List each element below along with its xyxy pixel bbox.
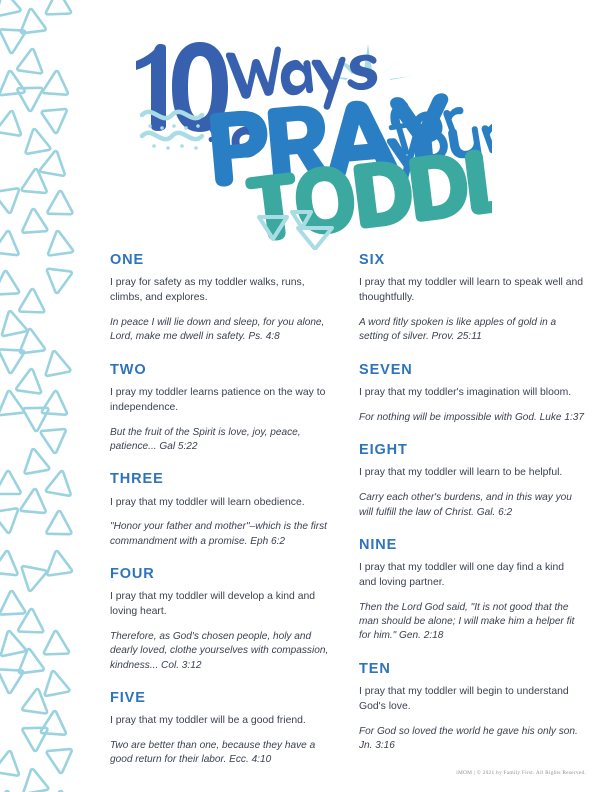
prayer-entry-text: I pray that my toddler will be a good friend. <box>110 715 306 727</box>
prayer-entry-verse: A word fitly spoken is like apples of gold in a setting of silver. Prov. 25:11 <box>359 316 557 343</box>
prayer-entry-number: EIGHT <box>359 442 408 459</box>
page-title <box>120 18 492 250</box>
prayer-entry-verse: But the fruit of the Spirit is love, joy, peace, patience... Gal 5:22 <box>110 426 301 452</box>
prayer-entry-text: I pray that my toddler will begin to understand God's love. <box>359 686 569 712</box>
footer-copyright: iMOM | © 2021 by Family First. All Rights Reserved. <box>456 770 586 776</box>
prayer-entry-number: THREE <box>110 471 164 488</box>
prayer-entry <box>359 252 584 345</box>
prayer-entry-text: I pray for safety as my toddler walks, runs, climbs, and explores. <box>110 277 305 304</box>
prayer-entry-text: I pray that my toddler will develop a kind and loving heart. <box>110 591 316 618</box>
prayer-entry-number: ONE <box>110 252 145 268</box>
prayer-entry-verse: Therefore, as God's chosen people, holy and dearly loved, clothe yourselves with compassion, kindness... Col. 3:12 <box>110 630 329 671</box>
prayer-column-left <box>110 252 335 768</box>
page-header <box>0 0 612 250</box>
prayer-entry-text: I pray that my toddler will learn obedience. <box>110 496 305 508</box>
prayer-entry <box>359 362 584 425</box>
prayer-entry-text: I pray that my toddler will learn to speak well and thoughtfully. <box>359 277 584 304</box>
prayer-entry-number: FIVE <box>110 689 146 706</box>
prayer-entry-verse: Then the Lord God said, "It is not good that the man should be alone; I will make him a helper fit for him." Gen. 2:18 <box>359 601 575 642</box>
prayer-entry-number: SIX <box>359 252 386 268</box>
prayer-entry-number: SEVEN <box>359 361 413 378</box>
prayer-entry <box>110 471 335 549</box>
prayer-entry <box>110 690 335 768</box>
prayer-entry-verse: For God so loved the world he gave his only son. Jn. 3:16 <box>359 725 578 752</box>
prayer-entry <box>110 252 335 345</box>
prayer-entry-verse: In peace I will lie down and sleep, for you alone, Lord, make me dwell in safety. Ps. 4:8 <box>110 316 325 343</box>
prayer-entry-verse: Carry each other's burdens, and in this way you will fulfill the law of Christ. Gal. 6:2 <box>359 492 572 518</box>
prayer-entry <box>359 442 584 520</box>
prayer-entry <box>110 362 335 455</box>
prayer-entry-number: TEN <box>359 660 391 677</box>
prayer-entry-text: I pray that my toddler will one day find a kind and loving partner. <box>359 562 565 589</box>
prayer-column-right <box>359 252 584 768</box>
prayer-entry-number: FOUR <box>110 565 155 582</box>
prayer-entry-number: NINE <box>359 536 398 553</box>
prayer-entry-number: TWO <box>110 361 147 378</box>
prayer-entry-verse: "Honor your father and mother"–which is the first commandment with a promise. Eph 6:2 <box>110 521 327 547</box>
prayer-entry-verse: For nothing will be impossible with God. Luke 1:37 <box>359 411 584 423</box>
prayer-entry-text: I pray that my toddler's imagination will bloom. <box>359 386 572 398</box>
prayer-entry-text: I pray my toddler learns patience on the way to independence. <box>110 386 326 413</box>
prayer-entry <box>110 566 335 673</box>
prayer-entry-text: I pray that my toddler will learn to be helpful. <box>359 467 563 479</box>
prayer-entry-verse: Two are better than one, because they have a good return for their labor. Ecc. 4:10 <box>110 740 316 766</box>
prayer-list <box>0 252 612 768</box>
prayer-entry <box>359 537 584 644</box>
prayer-entry <box>359 661 584 754</box>
